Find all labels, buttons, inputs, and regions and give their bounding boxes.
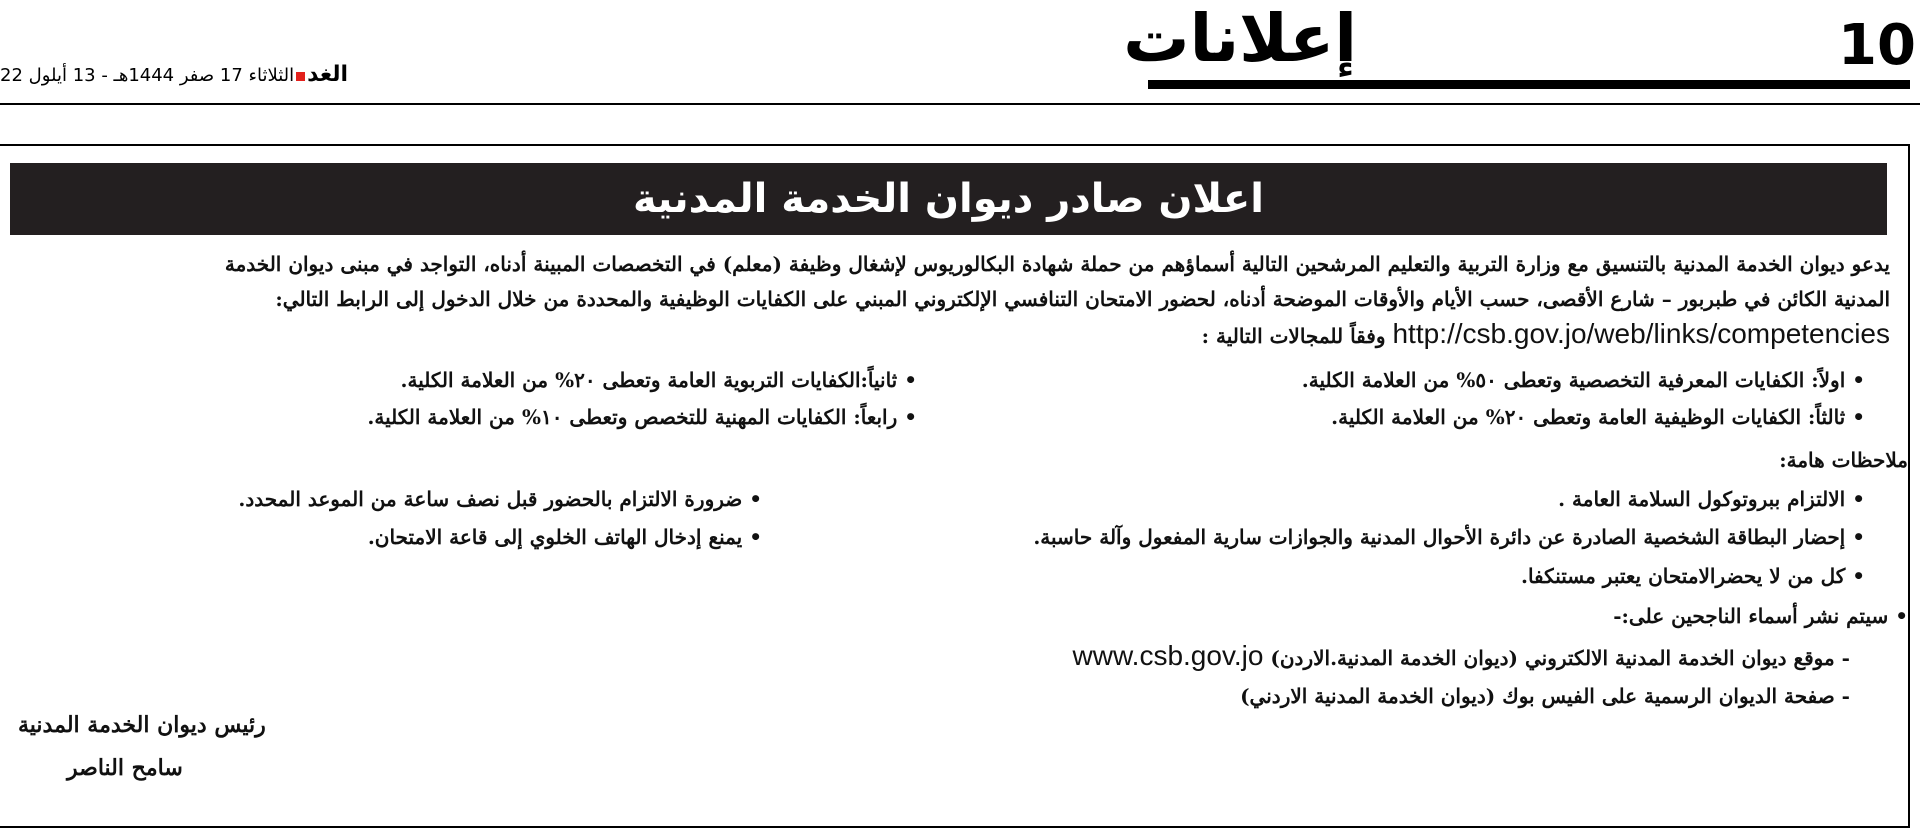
- ad-frame: [0, 144, 1910, 828]
- note-absent: • كل من لا يحضرالامتحان يعتبر مستنكفا.: [1521, 564, 1865, 588]
- note-id-card: • إحضار البطاقة الشخصية الصادرة عن دائرة الأحوال المدنية والجوازات سارية المفعول وآلة حاسبة.: [1033, 525, 1865, 549]
- note-arrive-early: • ضرورة الالتزام بالحضور قبل نصف ساعة من الموعد المحدد.: [238, 487, 762, 511]
- intro-line-3: [1202, 318, 1890, 350]
- note-publish: • سيتم نشر أسماء الناجحين على:-: [1613, 604, 1908, 628]
- notes-heading: ملاحظات هامة:: [1779, 448, 1908, 472]
- ad-title: اعلان صادر ديوان الخدمة المدنية: [633, 176, 1264, 222]
- newspaper-brand: الغد: [307, 62, 349, 87]
- intro-suffix: وفقاً للمجالات التالية :: [1201, 324, 1386, 348]
- intro-line-1: يدعو ديوان الخدمة المدنية بالتنسيق مع وزارة التربية والتعليم المرشحين التالية أسماؤهم من حملة شهادة البكالوريوس لإشغال وظيفة (معلم) في التخصصات المبينة أدناه، التواجد في مبنى ديوان الخدمة: [224, 252, 1890, 276]
- header-divider: [0, 103, 1920, 105]
- publish-site-label: - موقع ديوان الخدمة المدنية الالكتروني (ديوان الخدمة المدنية.الاردن): [1270, 646, 1850, 670]
- publish-facebook: - صفحة الديوان الرسمية على الفيس بوك (ديوان الخدمة المدنية الاردني): [1240, 684, 1850, 708]
- csb-site-link[interactable]: www.csb.gov.jo: [1072, 640, 1264, 671]
- brand-mark-icon: [296, 72, 305, 81]
- intro-line-2: المدنية الكائن في طبربور – شارع الأقصى، حسب الأيام والأوقات الموضحة أدناه، لحضور الامتحان التنافسي الإلكتروني المبني على الكفايات الوظيفية والمحددة من خلال الدخول إلى الرابط التالي:: [275, 287, 1890, 311]
- publish-site: [1073, 640, 1850, 672]
- domain-third: • ثالثاً: الكفايات الوظيفية العامة وتعطى ٢٠% من العلامة الكلية.: [1331, 405, 1865, 429]
- page-number: 10: [1838, 13, 1916, 78]
- signature-title: رئيس ديوان الخدمة المدنية: [18, 712, 266, 738]
- note-protocol: • الالتزام ببروتوكول السلامة العامة .: [1558, 487, 1865, 511]
- header-rule: [1148, 80, 1910, 89]
- section-title: إعلانات: [1123, 0, 1357, 77]
- dateline: [0, 62, 348, 87]
- signature-name: سامح الناصر: [67, 755, 183, 781]
- domain-first: • اولاً: الكفايات المعرفية التخصصية وتعطى ٥٠% من العلامة الكلية.: [1302, 368, 1865, 392]
- domain-second: • ثانياً:الكفايات التربوية العامة وتعطى ٢٠% من العلامة الكلية.: [401, 368, 917, 392]
- note-no-phone: • يمنع إدخال الهاتف الخلوي إلى قاعة الامتحان.: [368, 525, 762, 549]
- issue-date: الثلاثاء 17 صفر 1444هـ - 13 أيلول 22: [0, 65, 295, 86]
- domain-fourth: • رابعاً: الكفايات المهنية للتخصص وتعطى ١٠% من العلامة الكلية.: [367, 405, 917, 429]
- competencies-link[interactable]: http://csb.gov.jo/web/links/competencies: [1392, 318, 1890, 349]
